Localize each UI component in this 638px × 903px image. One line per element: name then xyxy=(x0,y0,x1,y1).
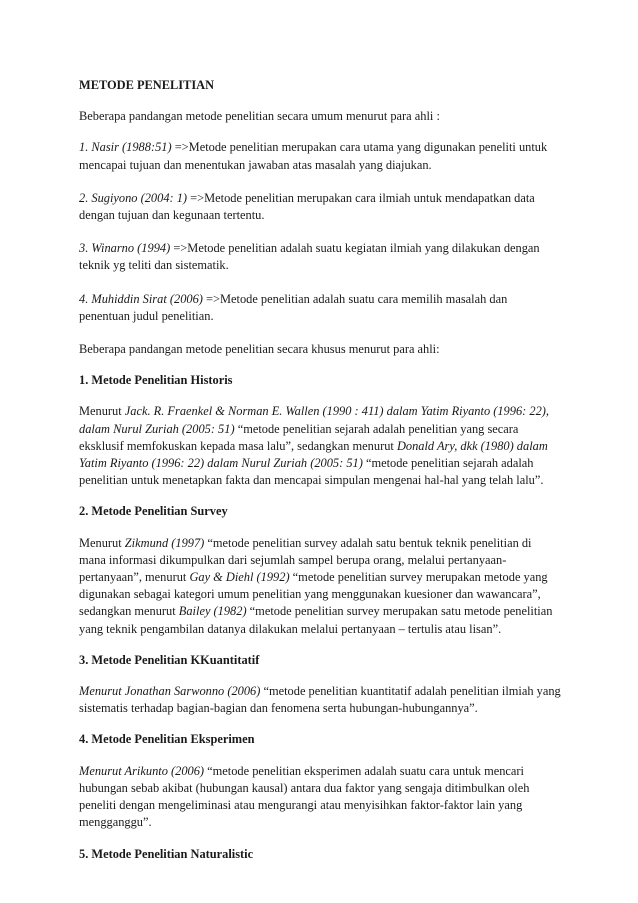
citation-text: Zikmund (1997) xyxy=(124,535,205,550)
definition-text: Metode penelitian adalah suatu cara memilih masalah dan penentuan judul penelitian. xyxy=(79,291,508,323)
method-sections xyxy=(79,372,561,862)
definition-source: 2. Sugiyono (2004: 1) xyxy=(79,190,188,205)
citation-text: Donald Ary, dkk (1980) dalam Yatim Riyanto (1996: 22) dalam Nurul Zuriah (2005: 51) xyxy=(79,438,548,471)
body-text: “metode penelitian kuantitatif adalah penelitian ilmiah yang sistematis terhadap bagian-bagian dan fenomena serta hubungan-hubungannya”. xyxy=(79,684,561,716)
section-paragraph xyxy=(79,683,561,717)
definition-item xyxy=(79,291,561,325)
definition-source: 4. Muhiddin Sirat (2006) xyxy=(79,291,203,306)
definition-arrow: => xyxy=(187,190,205,205)
document-page xyxy=(79,77,561,877)
document-title: METODE PENELITIAN xyxy=(79,78,215,92)
definition-source: 3. Winarno (1994) xyxy=(79,241,171,256)
definition-text: Metode penelitian merupakan cara utama yang digunakan peneliti untuk mencapai tujuan dan menentukan jawaban atas masalah yang diajukan. xyxy=(79,140,548,172)
citation-text: Menurut Arikunto (2006) xyxy=(79,763,205,778)
body-text: Menurut xyxy=(79,535,125,550)
intro-specific: Beberapa pandangan metode penelitian secara khusus menurut para ahli: xyxy=(79,342,440,357)
section-heading: 4. Metode Penelitian Eksperimen xyxy=(79,732,255,747)
citation-text: Bailey (1982) xyxy=(178,604,247,619)
section-paragraph xyxy=(79,763,561,832)
body-text: Menurut xyxy=(79,404,125,419)
body-text: “metode penelitian survey merupakan metode yang digunakan sebagai kategori umum penelitian yang menggunakan kuesioner dan wawancara”, sedangkan menurut xyxy=(79,570,548,619)
body-text: “metode penelitian sejarah adalah penelitian untuk menetapkan fakta dan mencapai simpulan mengenai hal-hal yang telah lalu”. xyxy=(79,456,544,488)
section-heading: 5. Metode Penelitian Naturalistic xyxy=(79,846,254,861)
definition-item xyxy=(79,190,561,224)
definition-item xyxy=(79,240,561,274)
citation-text: Gay & Diehl (1992) xyxy=(189,570,290,585)
section-heading: 1. Metode Penelitian Historis xyxy=(79,373,233,388)
definition-text: Metode penelitian merupakan cara ilmiah untuk mendapatkan data dengan tujuan dan kegunaan tertentu. xyxy=(79,190,535,223)
body-text: “metode penelitian survey adalah satu bentuk teknik penelitian di mana informasi dikumpulkan dari sejumlah sampel berupa orang, melalui pertanyaan-pertanyaan”, menurut xyxy=(79,535,532,585)
intro-general: Beberapa pandangan metode penelitian secara umum menurut para ahli : xyxy=(79,109,440,124)
citation-text: Menurut Jonathan Sarwonno (2006) xyxy=(79,684,261,699)
section-paragraph xyxy=(79,403,561,489)
definition-source: 1. Nasir (1988:51) xyxy=(79,140,172,155)
definition-arrow: => xyxy=(170,241,188,256)
definition-item xyxy=(79,139,561,173)
definition-text: Metode penelitian adalah suatu kegiatan ilmiah yang dilakukan dengan teknik yg teliti dan sistematik. xyxy=(79,241,540,273)
body-text: “metode penelitian eksperimen adalah suatu cara untuk mencari hubungan sebab akibat (hubungan kausal) antara dua faktor yang sengaja ditimbulkan oleh peneliti dengan mengeliminasi atau mengurangi atau menyisihkan faktor-faktor lain yang mengganggu”. xyxy=(79,763,530,830)
section-paragraph xyxy=(79,535,561,638)
body-text: “metode penelitian sejarah adalah penelitian yang secara eksklusif memfokuskan kepada masa lalu”, sedangkan menurut xyxy=(79,421,519,453)
section-heading: 2. Metode Penelitian Survey xyxy=(79,504,228,519)
citation-text: Jack. R. Fraenkel & Norman E. Wallen (1990 : 411) dalam Yatim Riyanto (1996: 22), dalam Nurul Zuriah (2005: 51) xyxy=(79,404,549,436)
definition-arrow: => xyxy=(171,140,189,155)
definition-arrow: => xyxy=(202,291,220,306)
definition-list xyxy=(79,139,561,325)
body-text: “metode penelitian survey merupakan satu metode penelitian yang teknik pengambilan datanya dilakukan melalui pertanyaan – tertulis atau lisan”. xyxy=(79,604,553,636)
section-heading: 3. Metode Penelitian KKuantitatif xyxy=(79,652,260,667)
